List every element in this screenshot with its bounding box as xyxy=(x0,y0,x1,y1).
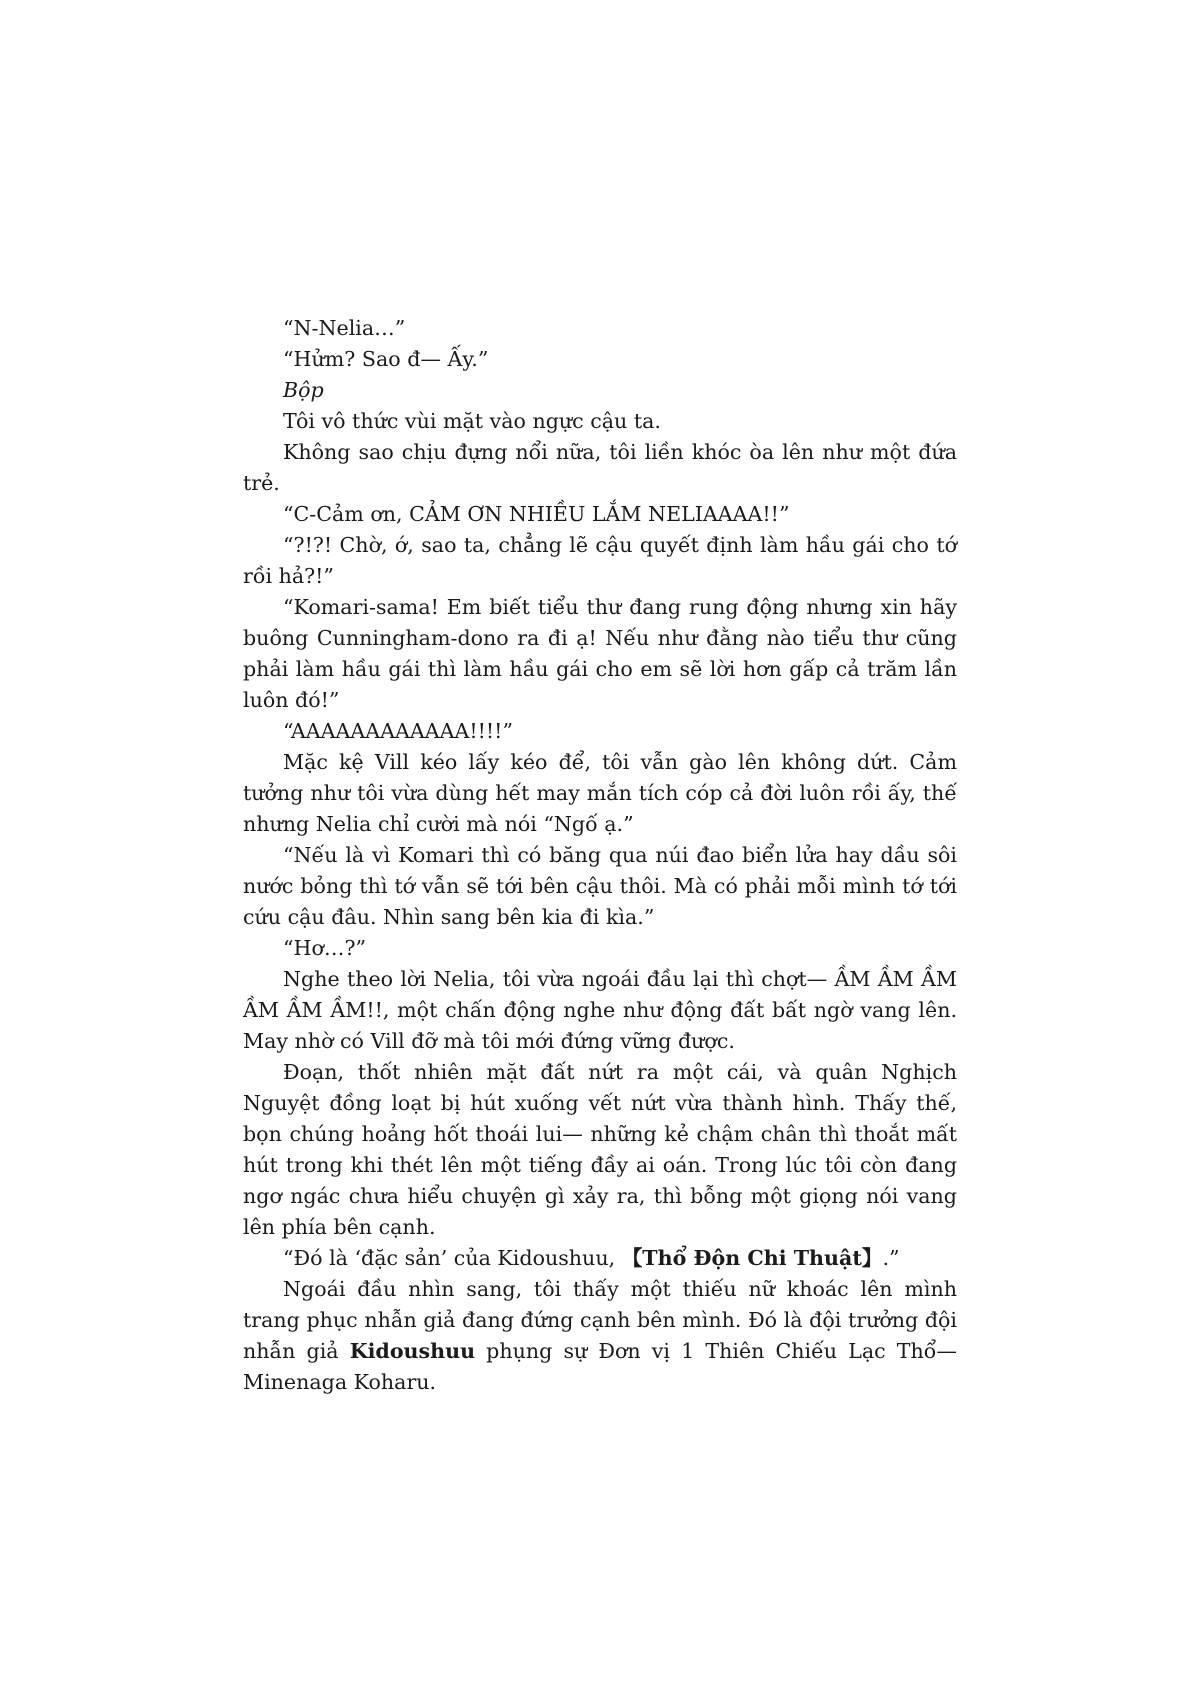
narration-paragraph xyxy=(243,1274,957,1398)
narration-paragraph: Mặc kệ Vill kéo lấy kéo để, tôi vẫn gào lên không dứt. Cảm tưởng như tôi vừa dùng hết may mắn tích cóp cả đời luôn rồi ấy, thế nhưng Nelia chỉ cười mà nói “Ngố ạ.” xyxy=(243,750,957,836)
dialogue-line: “C-Cảm ơn, CẢM ƠN NHIỀU LẮM NELIAAAA!!” xyxy=(283,502,790,526)
dialogue-line: “Nếu là vì Komari thì có băng qua núi đao biển lửa hay dầu sôi nước bỏng thì tớ vẫn sẽ tới bên cậu thôi. Mà có phải mỗi mình tớ tới cứu cậu đâu. Nhìn sang bên kia đi kìa.” xyxy=(243,843,957,929)
dialogue-line: “Hửm? Sao đ— Ấy.” xyxy=(283,347,489,371)
group-name: Kidoushuu xyxy=(349,1339,476,1363)
dialogue-line: “Hơ…?” xyxy=(283,936,367,960)
sound-effect: Bộp xyxy=(283,378,324,402)
text-run: “Đó là ‘đặc sản’ của Kidoushuu, xyxy=(283,1246,622,1270)
text-run: phụng sự Đơn vị 1 Thiên Chiếu Lạc Thổ— Minenaga Koharu. xyxy=(243,1339,957,1394)
narration-paragraph: Đoạn, thốt nhiên mặt đất nứt ra một cái, và quân Nghịch Nguyệt đồng loạt bị hút xuống vết nứt vừa thành hình. Thấy thế, bọn chúng hoảng hốt thoái lui— những kẻ chậm chân thì thoắt mất hút trong khi thét lên một tiếng đầy ai oán. Trong lúc tôi còn đang ngơ ngác chưa hiểu chuyện gì xảy ra, thì bỗng một giọng nói vang lên phía bên cạnh. xyxy=(243,1060,957,1239)
text-body xyxy=(243,313,957,1398)
text-run: .” xyxy=(882,1246,900,1270)
dialogue-line: “?!?! Chờ, ớ, sao ta, chẳng lẽ cậu quyết định làm hầu gái cho tớ rồi hả?!” xyxy=(243,533,957,588)
text-run: Ngoái đầu nhìn sang, tôi thấy một thiếu nữ khoác lên mình trang phục nhẫn giả đang đứng cạnh bên mình. Đó là đội trưởng đội nhẫn giả xyxy=(243,1277,957,1363)
narration-paragraph: Nghe theo lời Nelia, tôi vừa ngoái đầu lại thì chợt— ẦM ẦM ẦM ẦM ẦM ẦM!!, một chấn động nghe như động đất bất ngờ vang lên. May nhờ có Vill đỡ mà tôi mới đứng vững được. xyxy=(243,967,957,1053)
dialogue-line: “Komari-sama! Em biết tiểu thư đang rung động nhưng xin hãy buông Cunningham-dono ra đi ạ! Nếu như đằng nào tiểu thư cũng phải làm hầu gái thì làm hầu gái cho em sẽ lời hơn gấp cả trăm lần luôn đó!” xyxy=(243,595,957,712)
dialogue-line: “N-Nelia…” xyxy=(283,316,406,340)
dialogue-line: “AAAAAAAAAAAA!!!!” xyxy=(283,719,513,743)
technique-name: 【Thổ Độn Chi Thuật】 xyxy=(621,1246,883,1270)
narration-paragraph: Tôi vô thức vùi mặt vào ngực cậu ta. xyxy=(283,409,661,433)
narration-paragraph: Không sao chịu đựng nổi nữa, tôi liền khóc òa lên như một đứa trẻ. xyxy=(243,440,957,495)
dialogue-line xyxy=(243,1243,957,1274)
